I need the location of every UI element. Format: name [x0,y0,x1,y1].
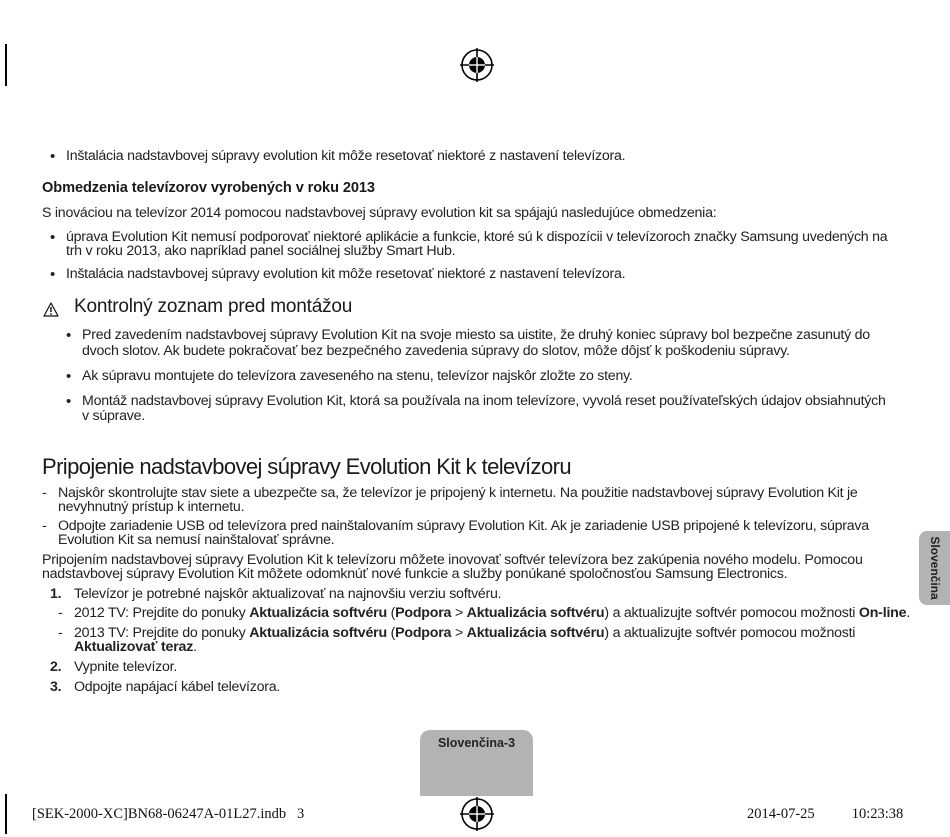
menu-name: Aktualizácia softvéru [466,605,605,621]
step-text: Televízor je potrebné najskôr aktualizovať na najnovšiu verziu softvéru. [74,586,502,602]
substep-prefix: 2012 TV: Prejdite do ponuky [74,605,250,621]
bullet-line: Ak súpravu montujete do televízora zaveseného na stenu, televízor najskôr zložte zo steny. [82,368,633,384]
dash-line: Odpojte zariadenie USB od televízora pred nainštalovaním súpravy Evolution Kit. Ak je zariadenie USB pripojené k televízoru, súprava [58,518,869,534]
menu-name: Podpora [395,605,452,621]
bullet-line: úprava Evolution Kit nemusí podporovať niektoré aplikácie a funkcie, ktoré sú k dispozícii v televízoroch značky Samsung uvedených na [66,229,888,245]
bullet-line: Inštalácia nadstavbovej súpravy evolution kit môže resetovať niektoré z nastavení televízora. [66,266,626,282]
dash-marker: - [58,625,63,641]
dash-line: Evolution Kit sa nemusí nainštalovať správne. [58,532,335,548]
substep-prefix: 2013 TV: Prejdite do ponuky [74,625,250,641]
menu-name: Aktualizácia softvéru [249,605,387,621]
bullet-icon: • [50,229,56,246]
connect-heading: Pripojenie nadstavbovej súpravy Evolution Kit k televízoru [42,454,571,479]
step-text: Odpojte napájací kábel televízora. [74,679,281,695]
registration-mark-bottom-icon [460,797,494,831]
connect-paragraph-line: Pripojením nadstavbovej súpravy Evolution Kit k televízoru môžete inovovať softvér televízora bez zakúpenia nového modelu. Pomocou [42,552,863,568]
option-name: On-line [858,605,907,621]
punct: ( [386,605,396,621]
print-slug-right: 2014-07-25 ￿￿ 10:23:38 [747,806,904,822]
bullet-icon: • [66,393,72,410]
bullet-icon: • [50,148,56,165]
bullet-icon: • [66,368,72,385]
connect-paragraph-line: nadstavbovej súpravy Evolution Kit môžete odomknúť nové funkcie a služby ponúkané spoločnosťou Samsung Electronics. [42,566,788,582]
crop-mark-bottom-left [5,794,7,834]
intro-bullet-text: Inštalácia nadstavbovej súpravy evolution kit môže resetovať niektoré z nastavení televízora. [66,148,626,164]
step-text: Vypnite televízor. [74,659,178,675]
bullet-line: v súprave. [82,408,145,424]
page-number-tab [420,730,533,796]
punct: > [451,605,467,621]
option-name: Aktualizovať teraz [74,639,194,655]
print-slug-left: [SEK-2000-XC]BN68-06247A-01L27.indb 3 [32,806,305,822]
substep-text [74,606,910,621]
dash-marker: - [42,485,47,501]
dash-marker: - [58,605,63,621]
registration-mark-top-icon [460,48,494,82]
crop-mark-top-left [5,44,7,86]
step-number: 2. [50,659,62,675]
page-number-label: Slovenčina-3 [437,736,516,750]
bullet-icon: • [50,266,56,283]
warning-triangle-icon [43,302,59,317]
bullet-line: Pred zavedením nadstavbovej súpravy Evolution Kit na svoje miesto sa uistite, že druhý koniec súpravy bol bezpečne zasunutý do [82,327,870,343]
substep-mid: ) a aktualizujte softvér pomocou možnosti [604,625,856,641]
language-side-tab [919,531,950,605]
punct: . [906,605,911,621]
dash-line: nevyhnutný prístup k internetu. [58,499,245,515]
dash-line: Najskôr skontrolujte stav siete a ubezpečte sa, že televízor je pripojený k internetu. Na použitie nadstavbovej súpravy Evolution Kit je [58,485,858,501]
step-number: 3. [50,679,62,695]
section-2013-heading: Obmedzenia televízorov vyrobených v roku 2013 [42,180,375,196]
menu-name: Aktualizácia softvéru [249,625,387,641]
punct: ( [386,625,396,641]
checklist-heading: Kontrolný zoznam pred montážou [74,296,353,317]
bullet-icon: • [66,327,72,344]
substep-mid: ) a aktualizujte softvér pomocou možnosti [604,605,859,621]
dash-marker: - [42,518,47,534]
bullet-line: dvoch slotov. Ak budete pokračovať bez bezpečného zavedenia súpravy do slotov, môže dôjsť k poškodeniu súpravy. [82,343,790,359]
punct: > [451,625,467,641]
language-side-tab-label: Slovenčina [927,536,942,600]
bullet-line: trh v roku 2013, ako napríklad panel sociálnej služby Smart Hub. [66,243,456,259]
menu-name: Aktualizácia softvéru [466,625,605,641]
bullet-line: Montáž nadstavbovej súpravy Evolution Kit, ktorá sa používala na inom televízore, vyvolá reset používateľských údajov obsiahnutých [82,393,886,409]
punct: . [193,639,197,655]
step-number: 1. [50,586,62,602]
substep-text-line2 [74,640,197,655]
menu-name: Podpora [395,625,452,641]
section-2013-intro: S inováciou na televízor 2014 pomocou nadstavbovej súpravy evolution kit sa spájajú nasledujúce obmedzenia: [42,205,717,221]
